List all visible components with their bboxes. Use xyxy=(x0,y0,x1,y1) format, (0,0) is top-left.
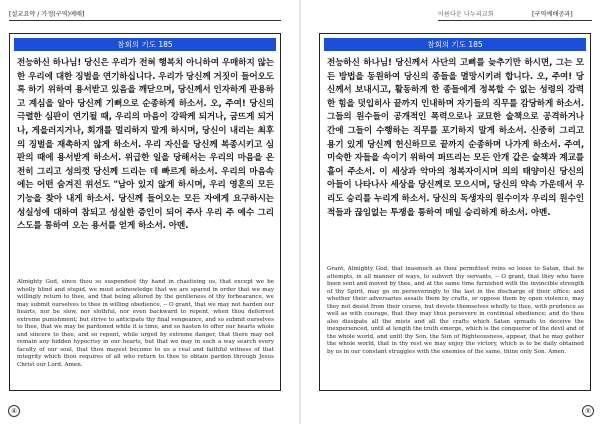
right-prayer-panel xyxy=(319,33,591,391)
left-prayer-panel xyxy=(9,33,281,391)
right-prayer-title: 참회의 기도 185 xyxy=(324,38,586,51)
right-page-number: ⑤ xyxy=(582,405,594,417)
left-english-text: Almighty God, since thou so suspendest thy hand in chastising us, that except we be wholly blind and stupid, we must acknowledge that we are spared in order that we may willingly return to thee, and that being allured by the gentleness of thy forbearance, we may submit ourselves to thee in willing obedience, -- O grant, that we may not harden our hearts, nor be slow, nor slothful, nor even backward to repent, when thou deferrest extreme punishment; but strive to anticipate thy final vengeance, and so submit ourselves to thee, that we may be pardoned while it is time, and so hasten to offer our hearts whole and sincere to thee, and so repent, while urged by extreme danger, that there may not remain any hidden hypocrisy in our hearts, but that we may in such a way search every faculty of our soul, that thou mayest become to us a real and faithful witness of that integrity which thou requires of all who return to thee to obtain pardon through Jesus Christ our Lord. Amen. xyxy=(17,279,274,368)
right-korean-text: 전능하신 하나님! 당신께서 사단의 고삐를 늦추기만 하시면, 그는 모든 방법을 동원하여 당신의 종들을 멸망시키려 합니다. 오, 주여! 당신께서 보내시고, 활동하게 한 종들에게 정복할 수 없는 성령의 강력한 힘을 덧입히사 끝까지 인내하며 자기들의 직무를 감당하게 하소서. 그들의 원수들이 공개적인 폭력으로나 교묘한 술책으로 공격하거나 간에 그들이 수행하는 직무를 포기하지 말게 하소서. 신중히 그리고 용기 있게 당신께 헌신하므로 끝까지 순종하며 나가게 하소서. 주여, 미숙한 자들을 속이기 위하여 퍼뜨리는 모든 안개 같은 술책과 계교를 흩어 주소서. 이 세상과 악마의 청복자이시며 의의 태양이신 당신의 아들이 나타나사 세상을 당신께로 모으시며, 당신의 약속 가운데서 우리도 승리를 누리게 하소서. 당신의 독생자의 원수이자 우리의 원수인 적들과 끊임없는 투쟁을 통하여 매일 승리하게 하소서. 아멘. xyxy=(327,58,584,218)
left-korean-text: 전능하신 하나님! 당신은 우리가 전혀 행복치 아니하여 우매하지 않는 한 우리에 대한 징벌을 연기하십니다. 우리가 당신께 거짓이 들어오도록 하기 위하여 용서받고 있음을 깨닫으며, 당신께서 인자하게 관용하고 계심을 알아 당신께 기뻐으로 순종하게 하소서. 오, 주여! 당신의 극렬한 심판이 연기될 때, 우리의 마음이 강팍케 되거나, 굼뜨게 되거나, 게을러지거나, 회개를 멀리하지 말게 하시며, 당신이 내리는 최후의 징벌을 재촉하지 않게 하소서. 우리 자신을 당신께 복종시키고 심판의 때에 용서받게 하소서. 위급한 일을 당해서는 우리의 마음을 온전히 그리고 성의껏 당신께 드리는 데 빠르게 하소서. 우리의 마음속에는 어떤 숨겨진 위선도 "남아 있지 않게 하시며, 우리 영혼의 모든 기능을 찾아 내게 하소서. 당신께 들어오는 모든 자에게 요구하시는 성실성에 대하여 참되고 성실한 증인이 되어 주사 우리 주 예수 그리스도를 통하여 오는 용서를 얻게 하소서. 아멘. xyxy=(17,58,274,232)
left-page-number: ④ xyxy=(8,405,20,417)
right-english-text: Grant, Almighty God, that inasmuch as thou permittest reins so loose to Satan, that he attempts, in all manner of ways, to subvert thy servants, -- O grant, that they who have been sent and moved by thee, and at the same time furnished with the invincible strength of thy Spirit, may go on perseveringly to the last in the discharge of their office; and whether their adversaries assails them by crafts, or oppose them by open violence, may they not desist from their course, but devote themselves wholly to thee, with prudence as well as with courage, that they may thus persevere in continual obedience; and do thou also dissipate all the mists and all the crafts which Satan spreads to deceive the inexperienced, until at length the truth emerge, which is the conqueror of the devil and of the whole world, and until thy Son, the Sun of Righteousness, appear, that he may gather the whole world, that in thy rest we may enjoy the victory, which is to be daily obtained by us in our constant struggles with the enemies of the same, thine only Son. Amen. xyxy=(327,266,584,355)
left-prayer-title: 참회의 기도 185 xyxy=(14,38,276,51)
right-header-section: [구역예배공과] xyxy=(532,11,573,18)
right-header-rule xyxy=(438,20,592,21)
left-header: [설교요약 / 가정(구역)예배] xyxy=(9,11,85,18)
right-page xyxy=(300,0,600,424)
left-header-rule xyxy=(9,20,281,21)
right-header-church: 아름다운 나누리교회 xyxy=(438,11,494,18)
